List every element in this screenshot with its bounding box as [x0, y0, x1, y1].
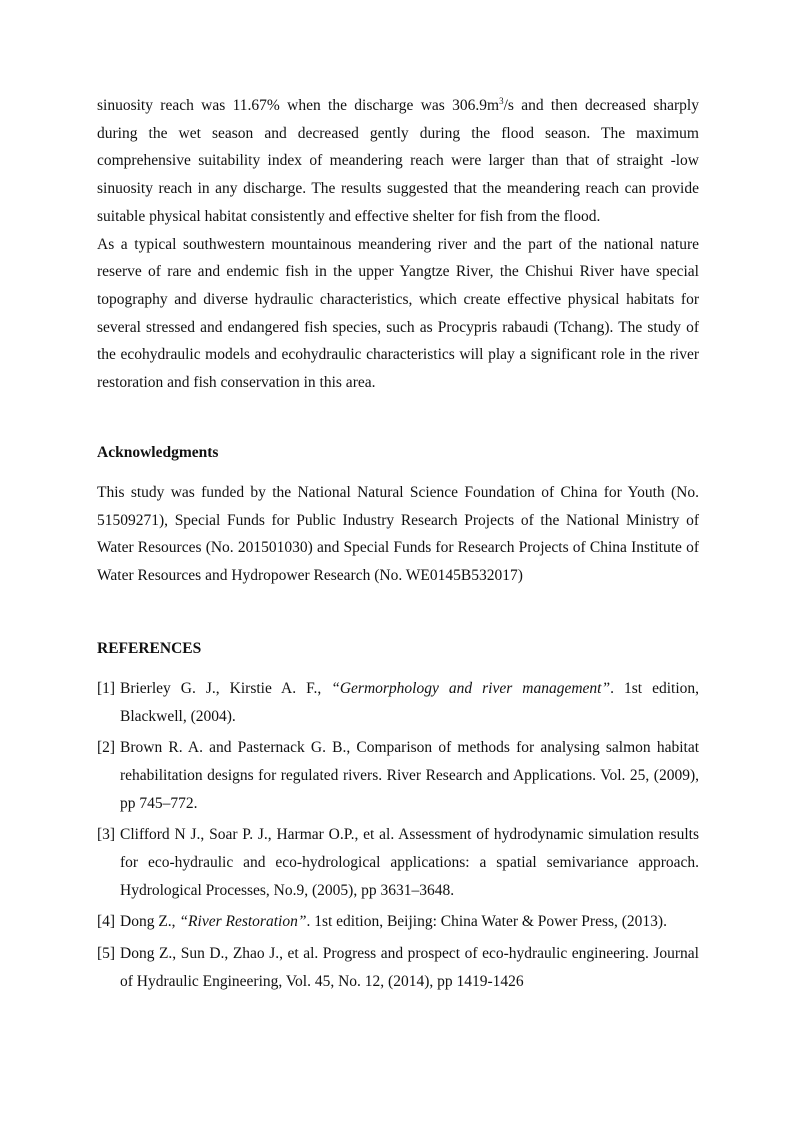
body-paragraph-2: As a typical southwestern mountainous meandering river and the part of the national nature reserve of rare and endemic fish in the upper Yangtze River, the Chishui River have special topography and diverse hydraulic characteristics, which create effective physical habitats for several stressed and endangered fish species, such as Procypris rabaudi (Tchang). The study of the ecohydraulic models and ecohydraulic characteristics will play a significant role in the river restoration and fish conservation in this area. — [97, 235, 699, 392]
reference-title: “River Restoration” — [179, 913, 307, 931]
reference-details: . 1st edition, Beijing: China Water & Power Press, (2013). — [306, 913, 667, 931]
reference-item-5 — [97, 940, 699, 995]
reference-text — [120, 675, 699, 730]
reference-text — [120, 908, 699, 936]
body-paragraph-1-part-a: sinuosity reach was 11.67% when the discharge was 306.9m — [97, 97, 500, 114]
reference-text: Brown R. A. and Pasternack G. B., Comparison of methods for analysing salmon habitat rehabilitation designs for regulated rivers. River Research and Applications. Vol. 25, (2009), pp 745–772. — [120, 739, 699, 812]
body-paragraph-1-part-b: /s and then decreased sharply during the wet season and decreased gently during the flood season. The maximum comprehensive suitability index of meandering reach were larger than that of straight -low sinuosity reach in any discharge. The results suggested that the meandering reach can provide suitable physical habitat consistently and effective shelter for fish from the flood. — [97, 97, 699, 225]
acknowledgments-text: This study was funded by the National Natural Science Foundation of China for Youth (No. 51509271), Special Funds for Public Industry Research Projects of the National Ministry of Water Resources (No. 201501030) and Special Funds for Research Projects of China Institute of Water Resources and Hydropower Research (No. WE0145B532017) — [97, 484, 699, 585]
reference-number: [4] — [97, 913, 116, 931]
reference-number: [3] — [97, 826, 116, 844]
reference-title: “Germorphology and river management” — [331, 680, 611, 697]
reference-number: [2] — [97, 739, 116, 757]
reference-details: . 1st edition, Blackwell, (2004). — [120, 680, 699, 725]
reference-number: [5] — [97, 945, 116, 963]
paper-page — [97, 92, 699, 990]
superscript-3: 3 — [499, 96, 504, 106]
reference-authors: Dong Z., — [120, 913, 180, 931]
reference-number: [1] — [97, 680, 116, 697]
reference-item-4 — [97, 908, 699, 936]
acknowledgments-heading: Acknowledgments — [97, 444, 219, 461]
reference-text: Clifford N J., Soar P. J., Harmar O.P., et al. Assessment of hydrodynamic simulation results for eco-hydraulic and eco-hydrological applications: a spatial semivariance approach. Hydrological Processes, No.9, (2005), pp 3631–3648. — [120, 826, 699, 899]
reference-item-3 — [97, 821, 699, 904]
reference-item-2 — [97, 734, 699, 817]
reference-list — [97, 675, 699, 999]
reference-authors: Brierley G. J., Kirstie A. F., — [120, 680, 332, 697]
reference-text: Dong Z., Sun D., Zhao J., et al. Progress and prospect of eco-hydraulic engineering. Journal of Hydraulic Engineering, Vol. 45, No. 12, (2014), pp 1419-1426 — [120, 945, 699, 990]
reference-item-1 — [97, 675, 699, 730]
references-heading: REFERENCES — [97, 640, 202, 657]
body-paragraph-1 — [97, 92, 699, 231]
